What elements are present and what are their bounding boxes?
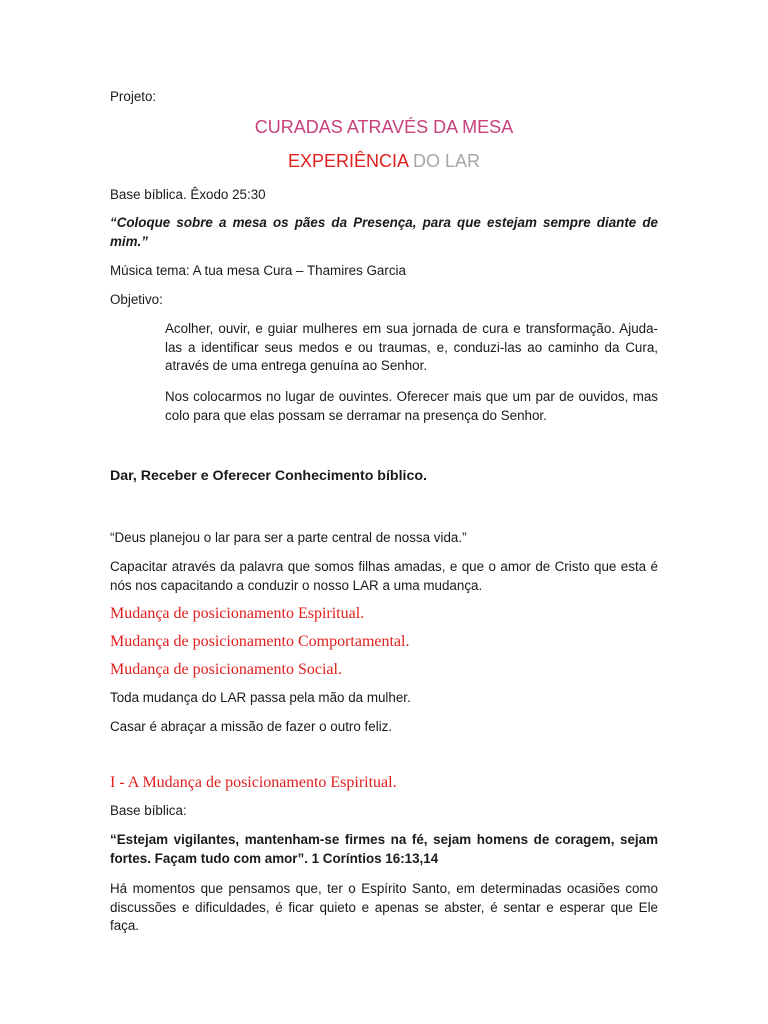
quote-exodo: “Coloque sobre a mesa os pães da Presença, para que estejam sempre diante de mim.”: [110, 215, 658, 249]
objetivo-paragraph-1: Acolher, ouvir, e guiar mulheres em sua jornada de cura e transformação. Ajuda-las a identificar seus medos e ou traumas, e, conduzi-las ao caminho da Cura, através de uma entrega genuína ao Senhor.: [165, 321, 658, 373]
quote-corintios: “Estejam vigilantes, mantenham-se firmes na fé, sejam homens de coragem, sejam fortes. Façam tudo com amor”. 1 Coríntios 16:13,14: [110, 832, 658, 866]
capacitar-paragraph: Capacitar através da palavra que somos filhas amadas, e que o amor de Cristo que esta é nós nos capacitando a conduzir o nosso LAR a uma mudança.: [110, 559, 658, 593]
base-biblica-2: Base bíblica:: [110, 803, 187, 818]
deus-planejou-quote: “Deus planejou o lar para ser a parte central de nossa vida.”: [110, 530, 467, 545]
mudanca-item-espiritual: Mudança de posicionamento Espiritual.: [110, 605, 365, 622]
title-line-2: [110, 150, 658, 172]
toda-mudanca: Toda mudança do LAR passa pela mão da mulher.: [110, 690, 411, 705]
objetivo-paragraph-2: Nos colocarmos no lugar de ouvintes. Oferecer mais que um par de ouvidos, mas colo para que elas possam se derramar na presença do Senhor.: [165, 389, 658, 423]
musica-tema: Música tema: A tua mesa Cura – Thamires Garcia: [110, 263, 406, 278]
section-i-heading: I - A Mudança de posicionamento Espiritual.: [110, 774, 397, 791]
ha-momentos-paragraph: Há momentos que pensamos que, ter o Espírito Santo, em determinadas ocasiões como discussões e dificuldades, é ficar quieto e apenas se abster, é sentar e esperar que Ele faça.: [110, 881, 658, 933]
casar-paragraph: Casar é abraçar a missão de fazer o outro feliz.: [110, 719, 393, 734]
title-experiencia: EXPERIÊNCIA: [287, 151, 408, 171]
title-do-lar: DO LAR: [413, 151, 481, 171]
title-line-1: CURADAS ATRAVÉS DA MESA: [254, 117, 514, 137]
mudanca-item-social: Mudança de posicionamento Social.: [110, 661, 342, 678]
mudanca-item-comportamental: Mudança de posicionamento Comportamental.: [110, 633, 410, 650]
project-label: Projeto:: [110, 89, 157, 104]
base-biblica-1: Base bíblica. Êxodo 25:30: [110, 187, 266, 202]
section-heading: Dar, Receber e Oferecer Conhecimento bíblico.: [110, 468, 427, 484]
objetivo-label: Objetivo:: [110, 292, 163, 307]
